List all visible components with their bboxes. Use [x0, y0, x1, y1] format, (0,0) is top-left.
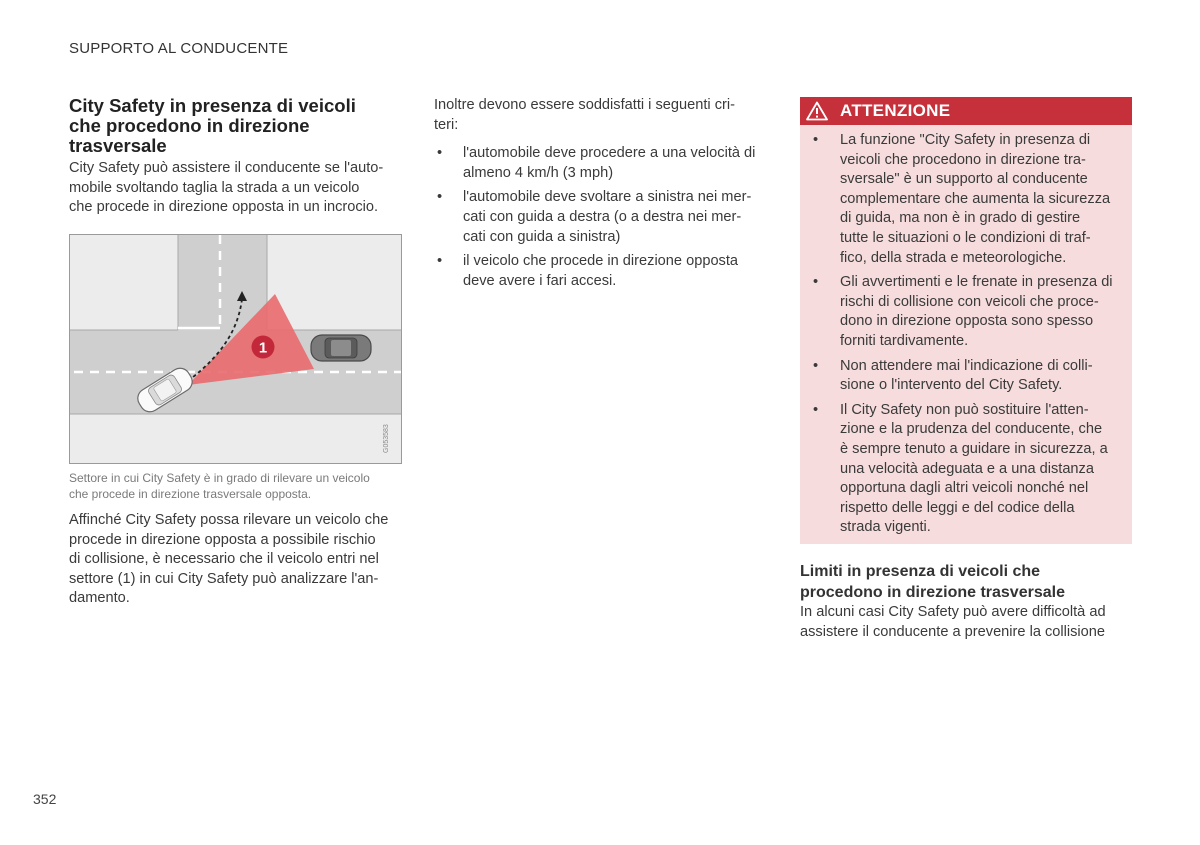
warning-list: [800, 131, 1132, 538]
warning-box: [800, 97, 1132, 544]
intersection-illustration: [69, 234, 402, 464]
sector-marker-label: 1: [258, 339, 268, 357]
bullet-icon: •: [437, 253, 443, 270]
list-item: • l'automobile deve procedere a una velocità di almeno 4 km/h (3 mph): [437, 145, 756, 181]
page-number: 352: [33, 791, 57, 807]
list-item: • il veicolo che procede in direzione opposta deve avere i fari accesi.: [437, 253, 739, 289]
bullet-icon: •: [813, 132, 819, 148]
bullet-icon: •: [437, 145, 443, 162]
detection-paragraph: Affinché City Safety possa rilevare un veicolo che procede in direzione opposta a possibile rischio di collisione, è necessario che il veicolo entri nel settore (1) in cui City Safety può analizzare l'an- damento.: [69, 512, 389, 607]
figure-caption: Settore in cui City Safety è in grado di rilevare un veicolo che procede in direzione trasversale opposta.: [69, 471, 370, 501]
illustration-code: G053583: [383, 424, 390, 453]
left-column: [69, 96, 404, 218]
list-item: • l'automobile deve svoltare a sinistra nei mer- cati con guida a destra (o a destra nei mer- cati con guida a sinistra): [437, 189, 752, 245]
warning-header: [800, 97, 1132, 125]
criteria-intro: Inoltre devono essere soddisfatti i seguenti cri- teri:: [434, 97, 735, 133]
bullet-icon: •: [813, 274, 819, 291]
section-title: City Safety in presenza di veicoli che procedono in direzione trasversale: [69, 95, 356, 156]
intersection-diagram: [70, 235, 402, 464]
limits-paragraph: In alcuni casi City Safety può avere difficoltà ad assistere il conducente a prevenire la collisione: [800, 604, 1106, 640]
intro-paragraph: City Safety può assistere il conducente se l'auto- mobile svoltando taglia la strada a un veicolo che procede in direzione opposta in un incrocio.: [69, 160, 384, 216]
list-item: • Gli avvertimenti e le frenate in presenza di rischi di collisione con veicoli che proce- dono in direzione opposta sono spesso forniti tardivamente.: [813, 274, 1113, 349]
list-item: • Non attendere mai l'indicazione di colli- sione o l'intervento del City Safety.: [813, 357, 1093, 394]
bullet-icon: •: [437, 189, 443, 206]
warning-triangle-icon: [802, 101, 832, 121]
oncoming-car: [311, 335, 371, 361]
limits-subtitle: Limiti in presenza di veicoli che procedono in direzione trasversale: [800, 563, 1065, 601]
criteria-list: [434, 144, 769, 291]
list-item: • La funzione "City Safety in presenza di veicoli che procedono in direzione tra- sversale" è un supporto al conducente complementare che aumenta la sicurezza di guida, ma non è in grado di gestire tutte le situazioni o le condizioni di traf- fico, della strada e meteorologiche.: [813, 132, 1111, 266]
bullet-icon: •: [813, 357, 819, 374]
warning-title: ATTENZIONE: [840, 101, 951, 120]
middle-column: [434, 96, 769, 296]
limits-section: [800, 562, 1132, 642]
bullet-icon: •: [813, 401, 819, 418]
list-item: • Il City Safety non può sostituire l'atten- zione e la prudenza del conducente, che è sempre tenuto a guidare in sicurezza, a una velocità adeguata e a una distanza opportuna dagli altri veicoli nonché nel rispetto delle leggi e del codice della strada vigenti.: [813, 401, 1108, 536]
section-header: SUPPORTO AL CONDUCENTE: [69, 40, 289, 57]
